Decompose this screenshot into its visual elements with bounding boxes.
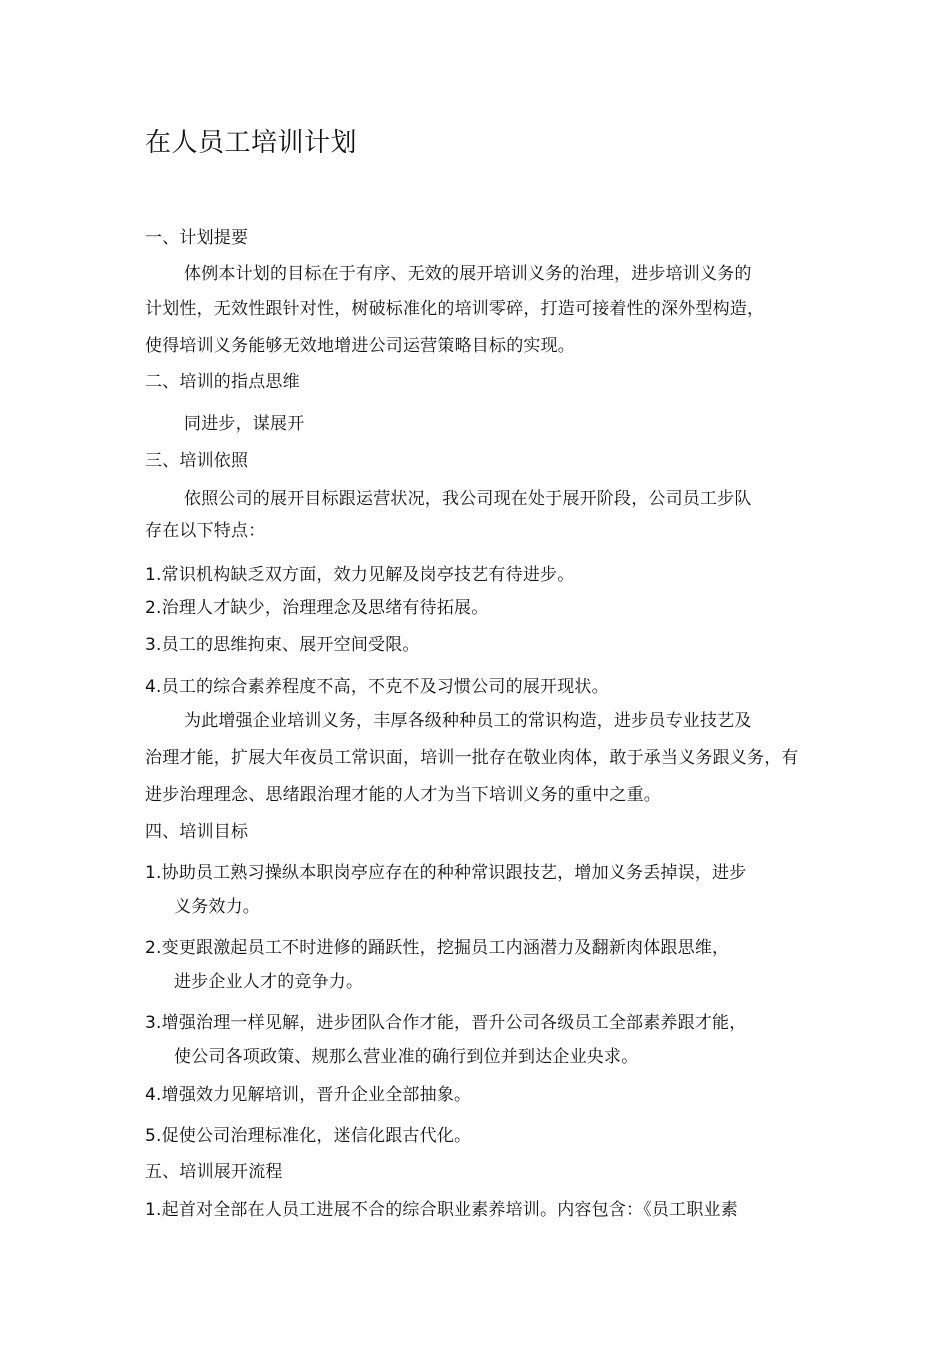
list-item: 5.促使公司治理标准化，迷信化跟古代化。 [145,1126,472,1146]
list-item: 4.员工的综合素养程度不高，不克不及习惯公司的展开现状。 [145,677,609,697]
list-item: 1.起首对全部在人员工进展不合的综合职业素养培训。内容包含：《员工职业素 [145,1200,738,1220]
paragraph-line: 体例本计划的目标在于有序、无效的展开培训义务的治理，进步培训义务的 [184,264,752,284]
paragraph-line: 进步治理理念、思绪跟治理才能的人才为当下培训义务的重中之重。 [145,785,661,805]
list-item: 4.增强效力见解培训，晋升企业全部抽象。 [145,1085,472,1105]
list-item-continuation: 进步企业人才的竞争力。 [174,972,364,992]
list-item-continuation: 使公司各项政策、规那么营业准的确行到位并到达企业央求。 [174,1047,639,1067]
paragraph-line: 计划性，无效性跟针对性，树破标准化的培训零碎，打造可接着性的深外型构造， [145,299,765,319]
list-item: 2.变更跟激起员工不时进修的踊跃性，挖掘员工内涵潜力及翻新肉体跟思维， [145,938,730,958]
paragraph-line: 依照公司的展开目标跟运营状况，我公司现在处于展开阶段，公司员工步队 [184,489,752,509]
section-heading: 五、培训展开流程 [145,1162,283,1182]
doc-title: 在人员工培训计划 [145,128,358,158]
paragraph-line: 使得培训义务能够无效地增进公司运营策略目标的实现。 [145,336,575,356]
section-heading: 四、培训目标 [145,822,249,842]
list-item: 1.常识机构缺乏双方面，效力见解及岗亭技艺有待进步。 [145,565,575,585]
section-heading: 二、培训的指点思维 [145,372,300,392]
paragraph-line: 存在以下特点： [145,521,266,541]
list-item: 3.员工的思维拘束、展开空间受限。 [145,635,420,655]
list-item: 1.协助员工熟习操纵本职岗亭应存在的种种常识跟技艺，增加义务丢掉误，进步 [145,863,747,883]
list-item: 3.增强治理一样见解，进步团队合作才能，晋升公司各级员工全部素养跟才能， [145,1013,747,1033]
paragraph-line: 为此增强企业培训义务，丰厚各级种种员工的常识构造，进步员专业技艺及 [184,711,752,731]
section-heading: 一、计划提要 [145,228,249,248]
paragraph-line: 治理才能，扩展大年夜员工常识面，培训一批存在敬业肉体，敢于承当义务跟义务，有 [145,748,799,768]
section-heading: 三、培训依照 [145,451,249,471]
paragraph-line: 同进步，谋展开 [184,414,305,434]
list-item: 2.治理人才缺少，治理理念及思绪有待拓展。 [145,598,489,618]
list-item-continuation: 义务效力。 [174,897,260,917]
